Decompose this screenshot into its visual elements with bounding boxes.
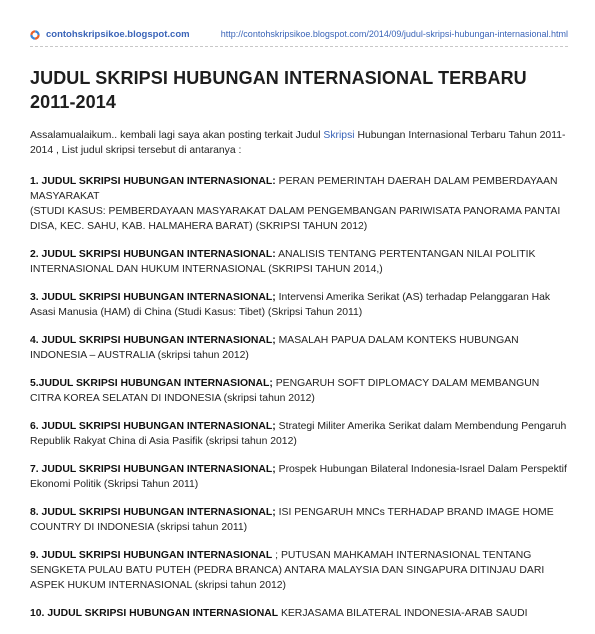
post-title: JUDUL SKRIPSI HUBUNGAN INTERNASIONAL TERBARU 2011-2014 [30,68,527,112]
item-text: Intervensi Amerika Serikat (AS) terhadap Pelanggaran Hak Asasi Manusia (HAM) di China (Studi Kasus: Tibet) (Skripsi Tahun 2011) [30,292,551,318]
item-label: 1. JUDUL SKRIPSI HUBUNGAN INTERNASIONAL: [30,176,276,187]
item-text: MASALAH PAPUA DALAM KONTEKS HUBUNGAN INDONESIA – AUSTRALIA (skripsi tahun 2012) [30,335,519,361]
item-text: KERJASAMA BILATERAL INDONESIA-ARAB SAUDI [278,608,528,619]
page-url[interactable]: http://contohskripsikoe.blogspot.com/2014/09/judul-skripsi-hubungan-internasional.html [220,29,568,39]
list-item [30,505,570,535]
item-label: 8. JUDUL SKRIPSI HUBUNGAN INTERNASIONAL; [30,507,276,518]
item-label: 4. JUDUL SKRIPSI HUBUNGAN INTERNASIONAL; [30,335,276,346]
list-item [30,462,570,492]
list-item [30,174,570,234]
list-item [30,606,570,621]
item-label: 9. JUDUL SKRIPSI HUBUNGAN INTERNASIONAL [30,550,273,561]
site-name[interactable]: contohskripsikoe.blogspot.com [46,29,190,40]
list-item [30,419,570,449]
page-header [30,28,568,44]
site-logo-icon [30,30,40,40]
skripsi-link[interactable]: Skripsi [323,130,355,141]
item-text: PERAN PEMERINTAH DAERAH DALAM PEMBERDAYAAN MASYARAKAT [30,176,558,202]
post-body [30,128,570,634]
list-item [30,333,570,363]
item-label: 2. JUDUL SKRIPSI HUBUNGAN INTERNASIONAL: [30,249,276,260]
item-label: 5.JUDUL SKRIPSI HUBUNGAN INTERNASIONAL; [30,378,273,389]
item-label: 6. JUDUL SKRIPSI HUBUNGAN INTERNASIONAL; [30,421,276,432]
item-label: 7. JUDUL SKRIPSI HUBUNGAN INTERNASIONAL; [30,464,276,475]
item-text: Strategi Militer Amerika Serikat dalam Membendung Pengaruh Republik Rakyat China di Asia Pasifik (skripsi tahun 2012) [30,421,567,447]
header-divider [30,46,568,47]
item-label: 3. JUDUL SKRIPSI HUBUNGAN INTERNASIONAL; [30,292,276,303]
intro-text-after: Hubungan Internasional Terbaru Tahun 2011-2014 , List judul skripsi tersebut di antaranya : [30,130,566,156]
intro-paragraph [30,128,570,158]
list-item [30,247,570,277]
item-text: ANALISIS TENTANG PERTENTANGAN NILAI POLITIK INTERNASIONAL DAN HUKUM INTERNASIONAL (SKRIPSI TAHUN 2014,) [30,249,536,275]
item-label: 10. JUDUL SKRIPSI HUBUNGAN INTERNASIONAL [30,608,279,619]
list-item [30,290,570,320]
item-text-detail: (STUDI KASUS: PEMBERDAYAAN MASYARAKAT DALAM PENGEMBANGAN PARIWISATA PANORAMA PANTAI DISA, KEC. SAHU, KAB. HALMAHERA BARAT) (SKRIPSI TAHUN 2012) [30,206,561,232]
item-text: PENGARUH SOFT DIPLOMACY DALAM MEMBANGUN CITRA KOREA SELATAN DI INDONESIA (skripsi tahun 2012) [30,378,540,404]
list-item [30,548,570,593]
intro-text-before: Assalamualaikum.. kembali lagi saya akan posting terkait Judul [30,130,324,141]
item-text: ; PUTUSAN MAHKAMAH INTERNASIONAL TENTANG SENGKETA PULAU BATU PUTEH (PEDRA BRANCA) ANTARA MALAYSIA DAN SINGAPURA DITINJAU DARI ASPEK HUKUM INTERNASIONAL (skripsi tahun 2012) [30,550,545,591]
item-text: ISI PENGARUH MNCs TERHADAP BRAND IMAGE HOME COUNTRY DI INDONESIA (skripsi tahun 2011) [30,507,554,533]
item-text: Prospek Hubungan Bilateral Indonesia-Israel Dalam Perspektif Ekonomi Politik (Skripsi Tahun 2011) [30,464,567,490]
list-item [30,376,570,406]
